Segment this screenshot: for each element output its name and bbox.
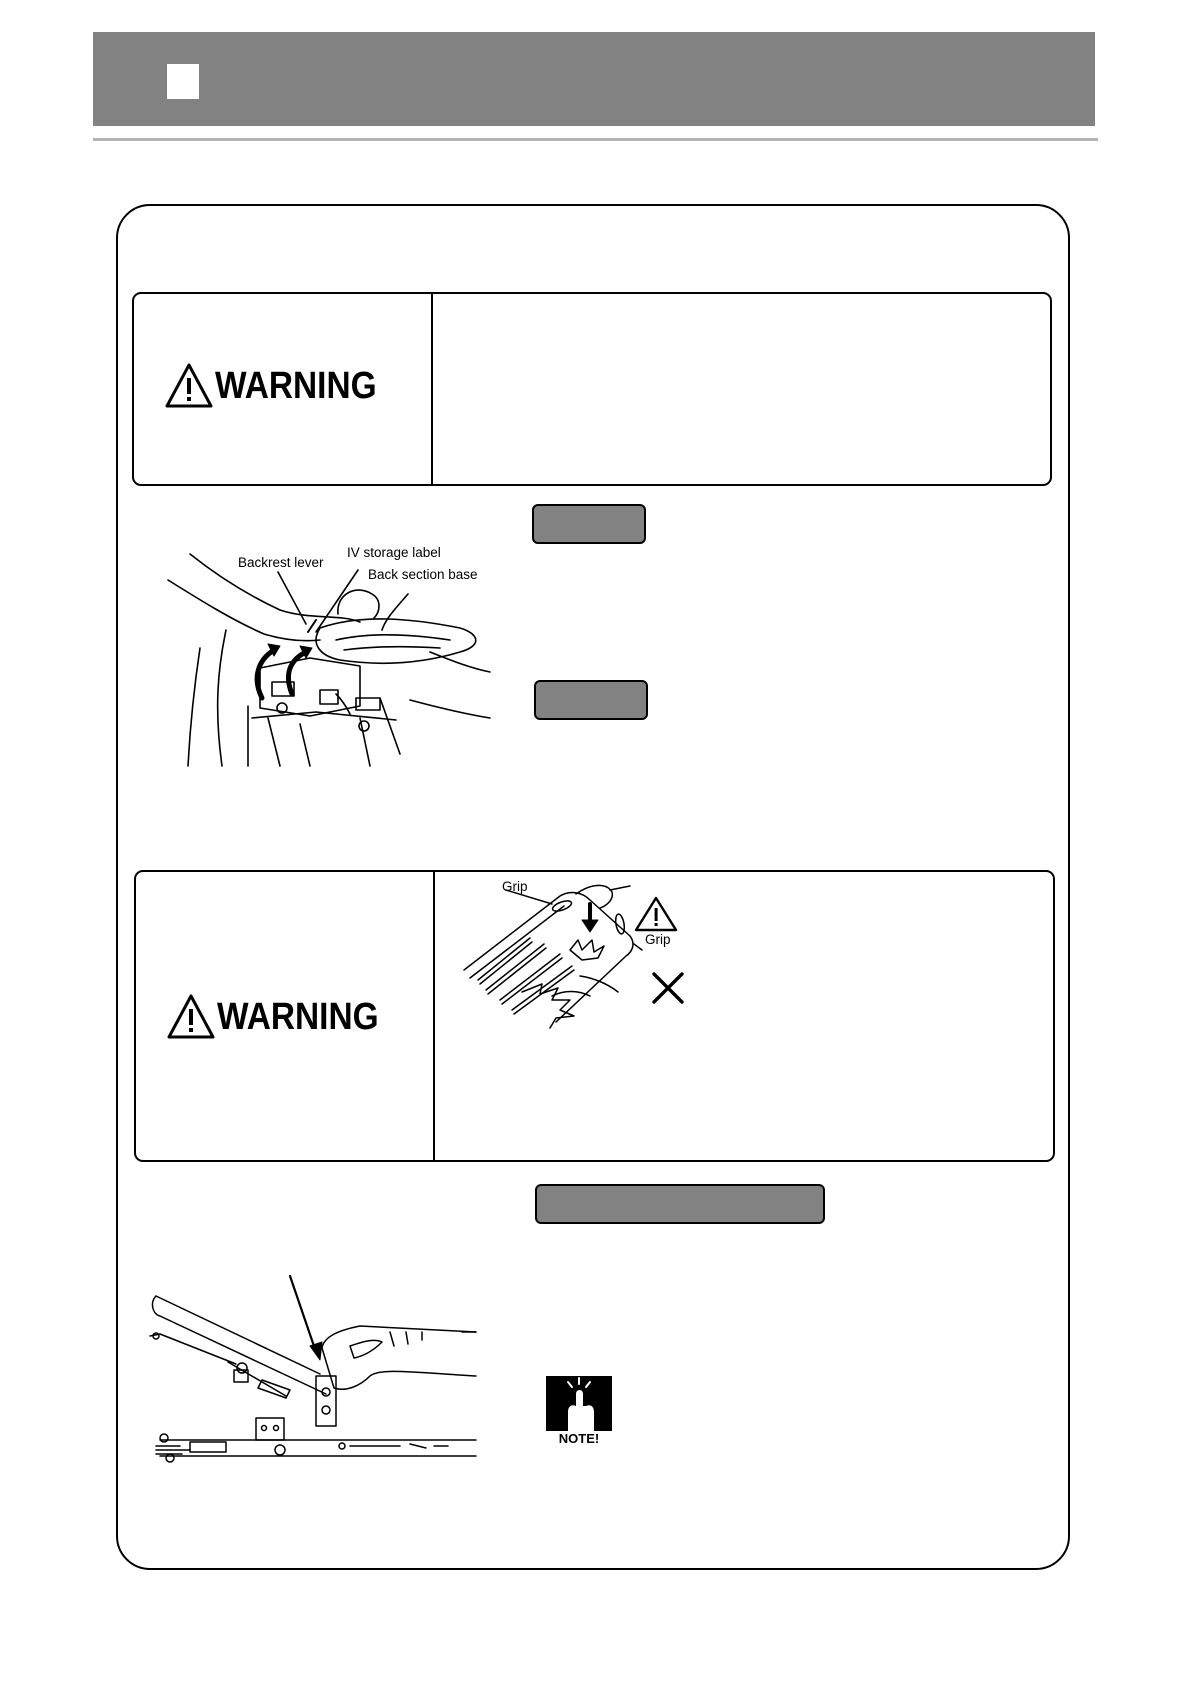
label-pill-1: [532, 504, 646, 544]
section-number-box: [167, 64, 199, 99]
grip-left-callout: Grip: [502, 879, 528, 894]
label-pill-3: [535, 1184, 825, 1224]
prohibited-x-icon: [654, 974, 682, 1002]
warning-signal-1: [165, 362, 399, 410]
section-header-band: [93, 32, 1095, 126]
warning-triangle-icon: [165, 362, 213, 410]
label-pill-2: [534, 680, 648, 720]
warning-word: WARNING: [215, 365, 377, 407]
caution-triangle-icon: [636, 898, 676, 930]
warning-box-divider: [433, 872, 435, 1160]
warning-word: WARNING: [217, 996, 379, 1038]
header-rule: [93, 138, 1098, 141]
warning-triangle-icon: [167, 993, 215, 1041]
backrest-side-illustration: [150, 1276, 480, 1470]
warning-signal-2: [167, 993, 401, 1041]
back-section-base-callout: Back section base: [368, 567, 478, 582]
grip-illustration: [460, 880, 700, 1030]
grip-right-callout: Grip: [645, 932, 671, 947]
backrest-lever-callout: Backrest lever: [238, 555, 324, 570]
warning-box-divider: [431, 294, 433, 484]
iv-storage-label-callout: IV storage label: [347, 545, 441, 560]
note-label: NOTE!: [546, 1431, 612, 1446]
